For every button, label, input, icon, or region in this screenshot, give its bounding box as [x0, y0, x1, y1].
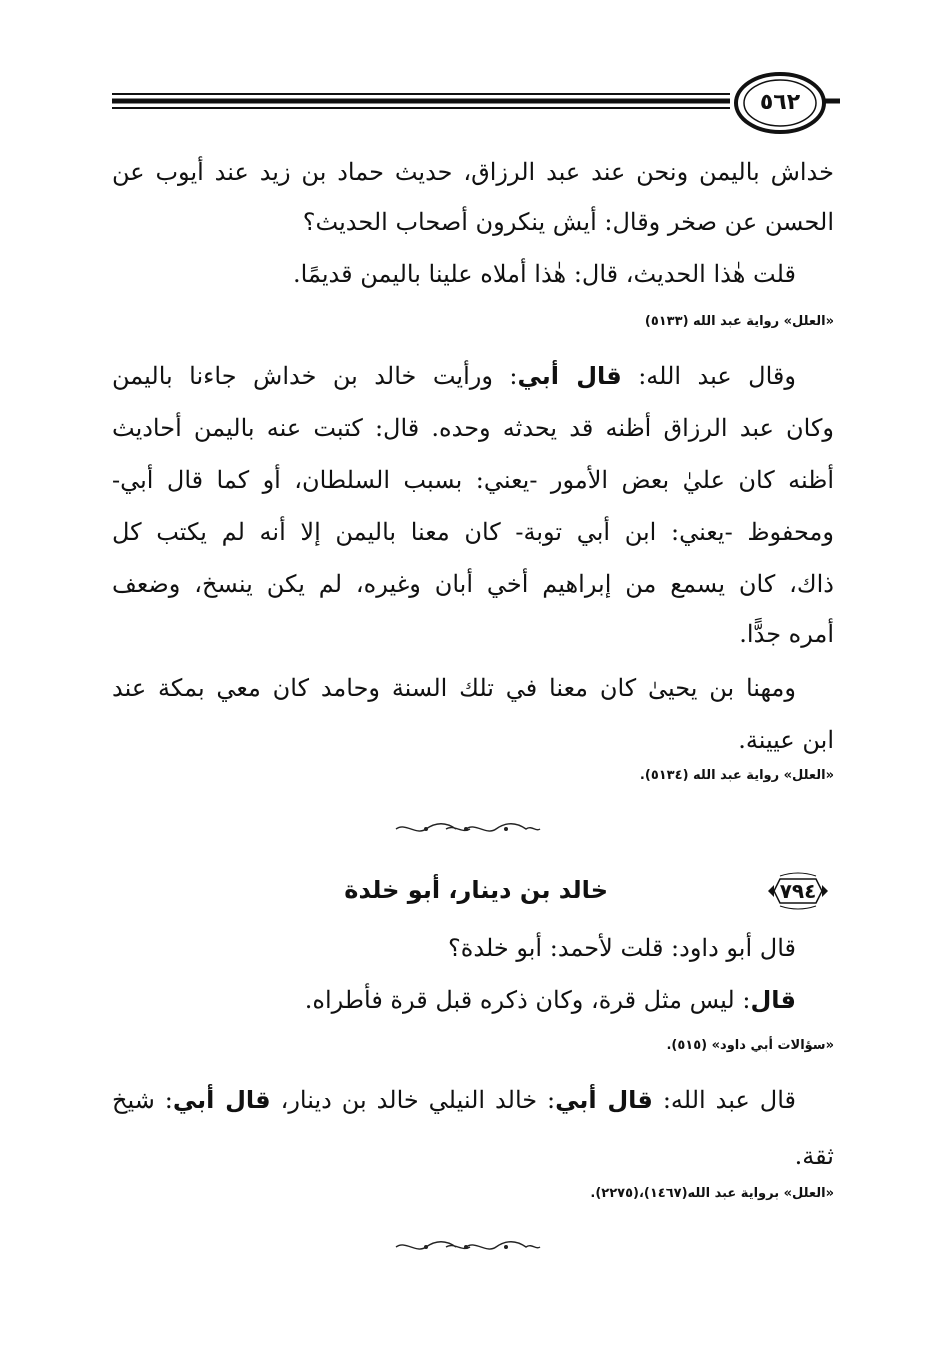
- text-line: خداش باليمن ونحن عند عبد الرزاق، حديث حماد بن زيد عند أيوب عن: [112, 158, 834, 186]
- entry-body-1: [112, 928, 834, 1028]
- header-rule-ornament: [112, 72, 840, 134]
- entry-body-2: [112, 1080, 834, 1180]
- text-line: [112, 980, 834, 1020]
- bold-phrase: قال: [750, 986, 796, 1014]
- text-line: قال أبو داود: قلت لأحمد: أبو خلدة؟: [448, 934, 796, 962]
- entry-title: خالد بن دينار، أبو خلدة: [344, 876, 608, 904]
- text-line: أمره جدًّا.: [739, 620, 834, 648]
- text-span: : شيخ: [112, 1086, 173, 1114]
- text-line: ثقة.: [794, 1142, 834, 1170]
- bold-phrase: قال أبي: [517, 362, 622, 390]
- text-span: : خالد النيلي خالد بن دينار،: [270, 1086, 556, 1114]
- page-number: ٥٦٢: [759, 90, 801, 115]
- text-line: وكان عبد الرزاق أظنه قد يحدثه وحده. قال: كتبت عنه باليمن أحاديث: [112, 414, 835, 442]
- bold-phrase: قال أبي: [172, 1086, 271, 1114]
- text-span: : ورأيت خالد بن خداش جاءنا باليمن: [112, 362, 518, 390]
- source-citation: «العلل» برواية عبد الله(١٤٦٧)،(٢٢٧٥).: [590, 1186, 834, 1201]
- text-line: أظنه كان عليٰ بعض الأمور -يعني: بسبب السلطان، أو كما قال أبي-: [112, 466, 834, 494]
- ornament-divider: [392, 1240, 542, 1254]
- entry-number-badge: [766, 871, 830, 911]
- text-span: قال عبد الله:: [652, 1086, 796, 1114]
- ornament-divider: [392, 822, 542, 836]
- source-citation: «العلل» رواية عبد الله (٥١٣٤).: [639, 768, 834, 783]
- section-1: [112, 152, 834, 288]
- section-2: [112, 356, 834, 766]
- text-line: [112, 1080, 834, 1120]
- text-line: ومحفوظ -يعني: ابن أبي توبة- كان معنا باليمن إلا أنه لم يكتب كل: [112, 518, 834, 546]
- text-line: ذاك، كان يسمع من إبراهيم أخي أبان وغيره، لم يكن ينسخ، وضعف: [112, 570, 834, 598]
- bold-phrase: قال أبي: [555, 1086, 653, 1114]
- text-span: وقال عبد الله:: [621, 362, 796, 390]
- text-line: الحسن عن صخر وقال: أيش ينكرون أصحاب الحديث؟: [302, 208, 834, 236]
- text-line: ومهنا بن يحيىٰ كان معنا في تلك السنة وحامد كان معي بمكة عند: [112, 674, 796, 702]
- text-span: : ليس مثل قرة، وكان ذكره قبل قرة فأطراه.: [304, 986, 751, 1014]
- source-citation: «سؤالات أبي داود» (٥١٥).: [666, 1038, 834, 1053]
- entry-number: ٧٩٤: [779, 879, 817, 903]
- page-header: [112, 72, 840, 134]
- source-citation: «العلل» رواية عبد الله (٥١٣٣): [644, 314, 834, 329]
- text-line: قلت هٰذا الحديث، قال: هٰذا أملاه علينا باليمن قديمًا.: [293, 260, 796, 288]
- text-line: ابن عيينة.: [738, 726, 834, 754]
- text-line: [112, 356, 834, 396]
